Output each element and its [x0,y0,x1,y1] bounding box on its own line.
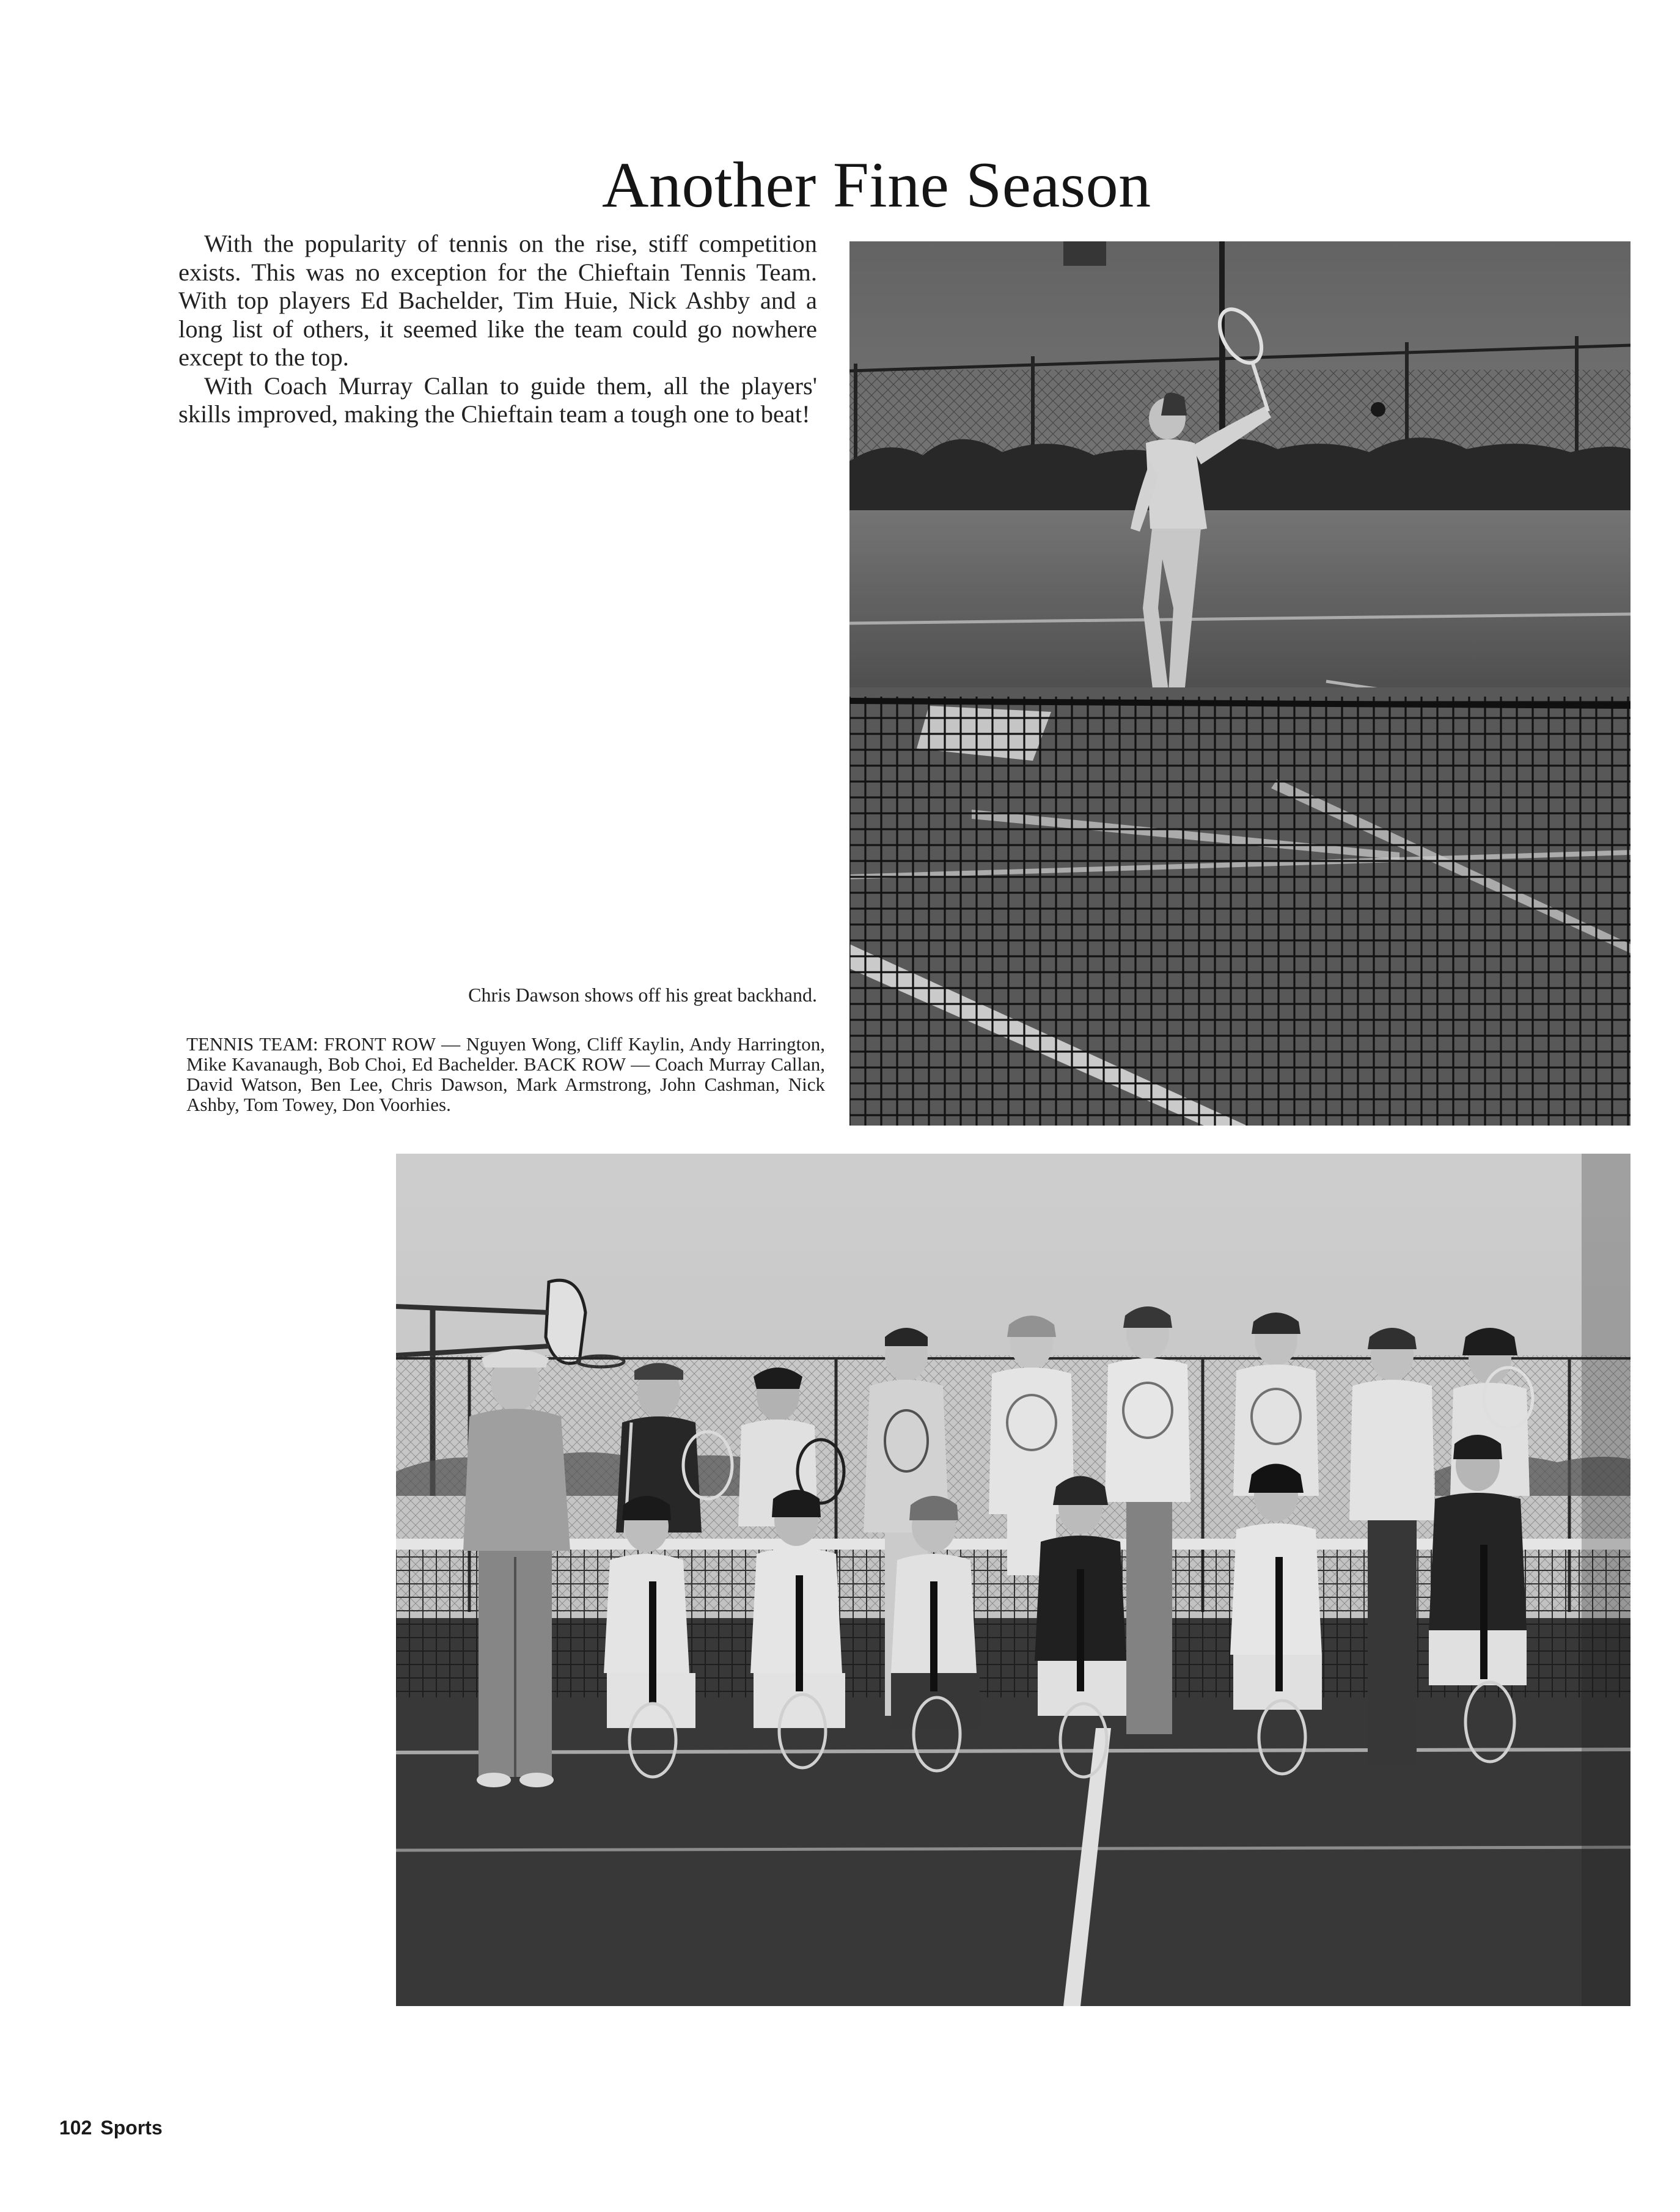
action-photo [849,241,1630,1126]
story-paragraph-2: With Coach Murray Callan to guide them, all the players' skills improved, making the Chieftain team a tough one to beat! [178,372,817,428]
team-photo [396,1154,1630,2006]
team-photo-image [396,1154,1630,2006]
section-name: Sports [100,2117,163,2139]
action-photo-image [849,241,1630,1126]
page-title: Another Fine Season [602,149,1151,221]
story-text [178,230,817,429]
page-folio [59,2115,163,2140]
team-photo-caption: TENNIS TEAM: FRONT ROW — Nguyen Wong, Cliff Kaylin, Andy Harrington, Mike Kavanaugh, Bob Choi, Ed Bachelder. BACK ROW — Coach Murray Callan, David Watson, Ben Lee, Chris Dawson, Mark Armstrong, John Cashman, Nick Ashby, Tom Towey, Don Voorhies. [186,1033,825,1115]
story-paragraph-1: With the popularity of tennis on the rise, stiff competition exists. This was no exception for the Chieftain Tennis Team. With top players Ed Bachelder, Tim Huie, Nick Ashby and a long list of others, it seemed like the team could go nowhere except to the top. [178,230,817,371]
action-photo-caption: Chris Dawson shows off his great backhand. [468,984,817,1006]
page-number: 102 [59,2117,92,2139]
